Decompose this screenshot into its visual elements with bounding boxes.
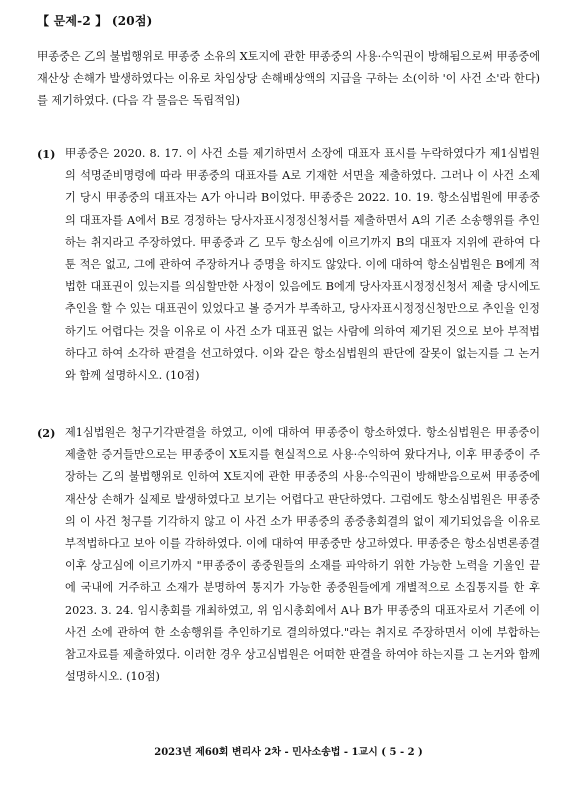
question-2-number: (2) [37,426,56,440]
question-1-text: 甲종중은 2020. 8. 17. 이 사건 소를 제기하면서 소장에 대표자 표시를 누락하였다가 제1심법원의 석명준비명령에 따라 甲종중의 대표자를 A로 기재한 서면을 제출하였다. 그러나 이 사건 소제기 당시 甲종중의 대표자는 A가 아니라 B이었다. 甲종중은 2022. 10. 19. 항소심법원에 甲종중의 대표자를 A에서 B로 경정하는 당사자표시정정신청서를 제출하면서 A의 기존 소송행위를 추인하는 취지라고 주장하였다. 甲종중과 乙 모두 항소심에 이르기까지 B의 대표자 지위에 관하여 다툰 적은 없고, 그에 관하여 주장하거나 증명을 하지도 않았다. 이에 대하여 항소심법원은 B에게 적법한 대표권이 있는지를 의심할만한 사정이 있음에도 B에게 당사자표시정정신청서 제출 당시에도 추인을 할 수 있는 대표권이 있었다고 볼 증거가 부족하고, 당사자표시정정신청만으로 추인을 인정하기도 어렵다는 것을 이유로 이 사건 소가 대표권 없는 사람에 의하여 제기된 것으로 보아 부적법하다고 하여 소각하 판결을 선고하였다. 이와 같은 항소심법원의 판단에 잘못이 없는지를 그 논거와 함께 설명하시오. (10점) [65,147,540,383]
question-1-number: (1) [37,147,56,161]
page-footer: 2023년 제60회 변리사 2차 - 민사소송법 - 1교시 ( 5 - 2 ) [154,747,423,758]
problem-header: 【 문제-2 】 (20점) [37,14,153,28]
question-2-text: 제1심법원은 청구기각판결을 하였고, 이에 대하여 甲종중이 항소하였다. 항소심법원은 甲종중이 제출한 증거들만으로는 甲종중이 X토지를 현실적으로 사용·수익하여 왔다거나, 이후 甲종중이 주장하는 乙의 불법행위로 인하여 X토지에 관한 甲종중의 사용·수익권이 방해받음으로써 甲종중에 재산상 손해가 실제로 발생하였다고 보기는 어렵다고 판단하였다. 그럼에도 항소심법원은 甲종중의 이 사건 청구를 기각하지 않고 이 사건 소가 甲종중의 종중총회결의 없이 제기되었음을 이유로 부적법하다고 보아 이를 각하하였다. 이에 대하여 甲종중만 상고하였다. 甲종중은 항소심변론종결 이후 상고심에 이르기까지 "甲종중이 종중원들의 소재를 파악하기 위한 가능한 노력을 기울인 끝에 국내에 거주하고 소재가 분명하여 통지가 가능한 종중원들에게 개별적으로 소집통지를 한 후 2023. 3. 24. 임시총회를 개최하였고, 위 임시총회에서 A나 B가 甲종중의 대표자로서 기존에 이 사건 소에 관하여 한 소송행위를 추인하기로 결의하였다."라는 취지로 주장하면서 이에 부합하는 참고자료를 제출하였다. 이러한 경우 상고심법원은 어떠한 판결을 하여야 하는지를 그 논거와 함께 설명하시오. (10점) [65,426,540,684]
problem-intro: 甲종중은 乙의 불법행위로 甲종중 소유의 X토지에 관한 甲종중의 사용·수익권이 방해됨으로써 甲종중에 재산상 손해가 발생하였다는 이유로 차임상당 손해배상액의 지급을 구하는 소(이하 '이 사건 소'라 한다)를 제기하였다. (다음 각 물음은 독립적임) [37,50,540,107]
